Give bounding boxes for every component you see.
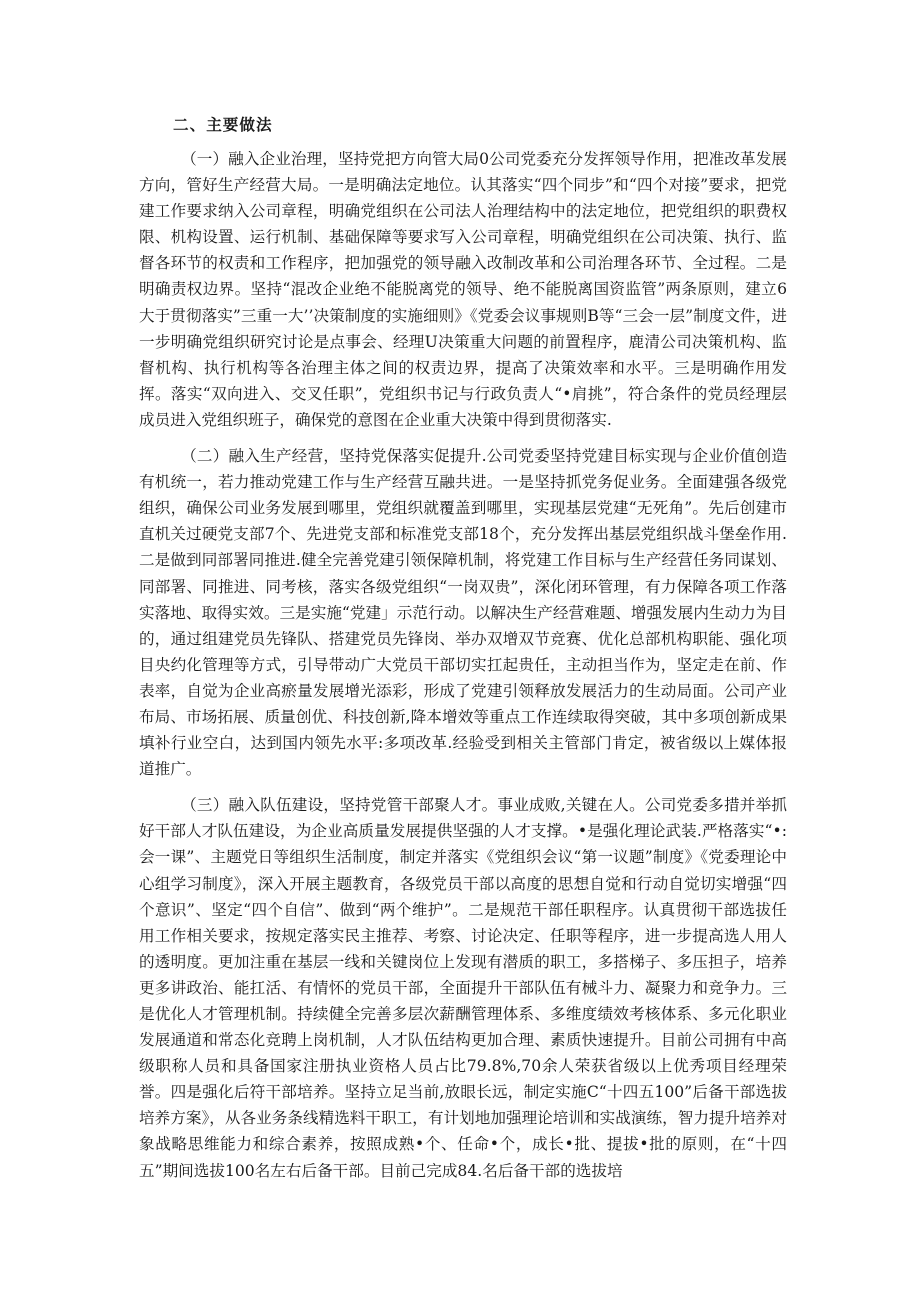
section-heading: 二、主要做法	[173, 116, 273, 134]
paragraph-team-building: （三）融入队伍建设，坚持党管干部聚人才。事业成败,关键在人。公司党委多措并举抓好干部人才队伍建设，为企业高质量发展提供坚强的人才支撑。•是强化理论武装.严格落实“•:会一课”、主题党日等组织生活制度，制定并落实《党组织会议“第一议题”制度》《党委理论中心组学习制度》，深入开展主题教育，各级党员干部以高度的思想自觉和行动自觉切实增强“四个意识”、坚定“四个自信”、做到“两个维护”。二是规范干部任职程序。认真贯彻干部选拔任用工作相关要求，按规定落实民主推荐、考察、讨论决定、任职等程序，进一步提高选人用人的透明度。更加注重在基层一线和关键岗位上发现有潜质的职工，多搭梯子、多压担子，培养更多讲政治、能扛活、有情怀的党员干部，全面提升干部队伍有械斗力、凝聚力和竞争力。三是优化人才管理机制。持续健全完善多层次薪酬管理体系、多维度绩效考核体系、多元化职业发展通道和常态化竞聘上岗机制，人才队伍结构更加合理、素质快速提升。目前公司拥有中高级职称人员和具备国家注册执业资格人员占比79.8%,70余人荣获省级以上优秀项目经理荣誉。四是强化后符干部培养。坚持立足当前,放眼长远，制定实施C“十四五100”后备干部选拔培养方案》，从各业务条线精选料干职工，有计划地加强理论培训和实战演练，智力提升培养对象战略思维能力和综合素养，按照成熟•个、任命•个，成长•批、提拔•批的原则，在“十四五”期间选拔100名左右后备干部。目前己完成84.名后备干部的选拔培	[139, 796, 787, 1180]
document-body	[139, 112, 787, 1194]
paragraph-corporate-governance: （一）融入企业治理，坚持党把方向管大局0公司党委充分发挥领导作用，把准改革发展方向，管好生产经营大局。一是明确法定地位。认其落实“四个同步”和“四个对接”要求，把党建工作要求纳入公司章程，明确党组织在公司法人治理结构中的法定地位，把党组织的职费权限、机构设置、运行机制、基础保障等要求写入公司章程，明确党组织在公司决策、执行、监督各环节的权责和工作程序，把加强党的领导融入改制改革和公司治理各环节、全过程。二是明确责权边界。坚持“混改企业绝不能脱离党的领导、绝不能脱离国资监管”两条原则，建立6大于贯彻落实”三重一大’’决策制度的实施细则》《党委会议事规则B等“三会一层”制度文件，进一步明确党组织研究讨论是点事会、经理U决策重大问题的前置程序，鹿清公司决策机构、监督机构、执行机构等各治理主体之间的权责边界，提高了决策效率和水平。三是明确作用发挥。落实“双向进入、交叉任职”，党组织书记与行政负责人“•肩挑”，符合条件的党员经理层成员进入党组织班子，确保党的意图在企业重大决策中得到贯彻落实.	[139, 150, 787, 429]
paragraph-production-operations: （二）融入生产经营，坚持党保落实促提升.公司党委坚持党建目标实现与企业价值创造有机统一，若力推动党建工作与生产经营互融共进。一是坚持抓党务促业务。全面建强各级党组织，确保公司业务发展到哪里，党组织就覆盖到哪里，实现基层党建“无死角”。先后创建市直机关过硬党支部7个、先进党支部和标准党支部18个，充分发挥出基层党组织战斗堡垒作用.二是做到同部署同推进.健全完善党建引领保障机制，将党建工作目标与生产经营任务同谋划、同部署、同推进、同考核，落实各级党组织“一岗双贵”，深化闭环管理，有力保障各项工作落实落地、取得实效。三是实施“党建」示范行动。以解决生产经营难题、增强发展内生动力为目的，通过组建党员先锋队、搭建党员先锋岗、举办双增双节竞赛、优化总部机构职能、强化项目央约化管理等方式，引导带动广大党员干部切实扛起贵任，主动担当作为，坚定走在前、作表率，自觉为企业高瘀量发展增光添彩，形成了党建引领释放发展活力的生动局面。公司产业布局、市场拓展、质量创优、科技创新,降本增效等重点工作连续取得突破，其中多项创新成果填补行业空白，达到国内领先水平:多项改革.经验受到相关主管部门肯定，被省级以上媒体报道推广。	[139, 447, 787, 779]
